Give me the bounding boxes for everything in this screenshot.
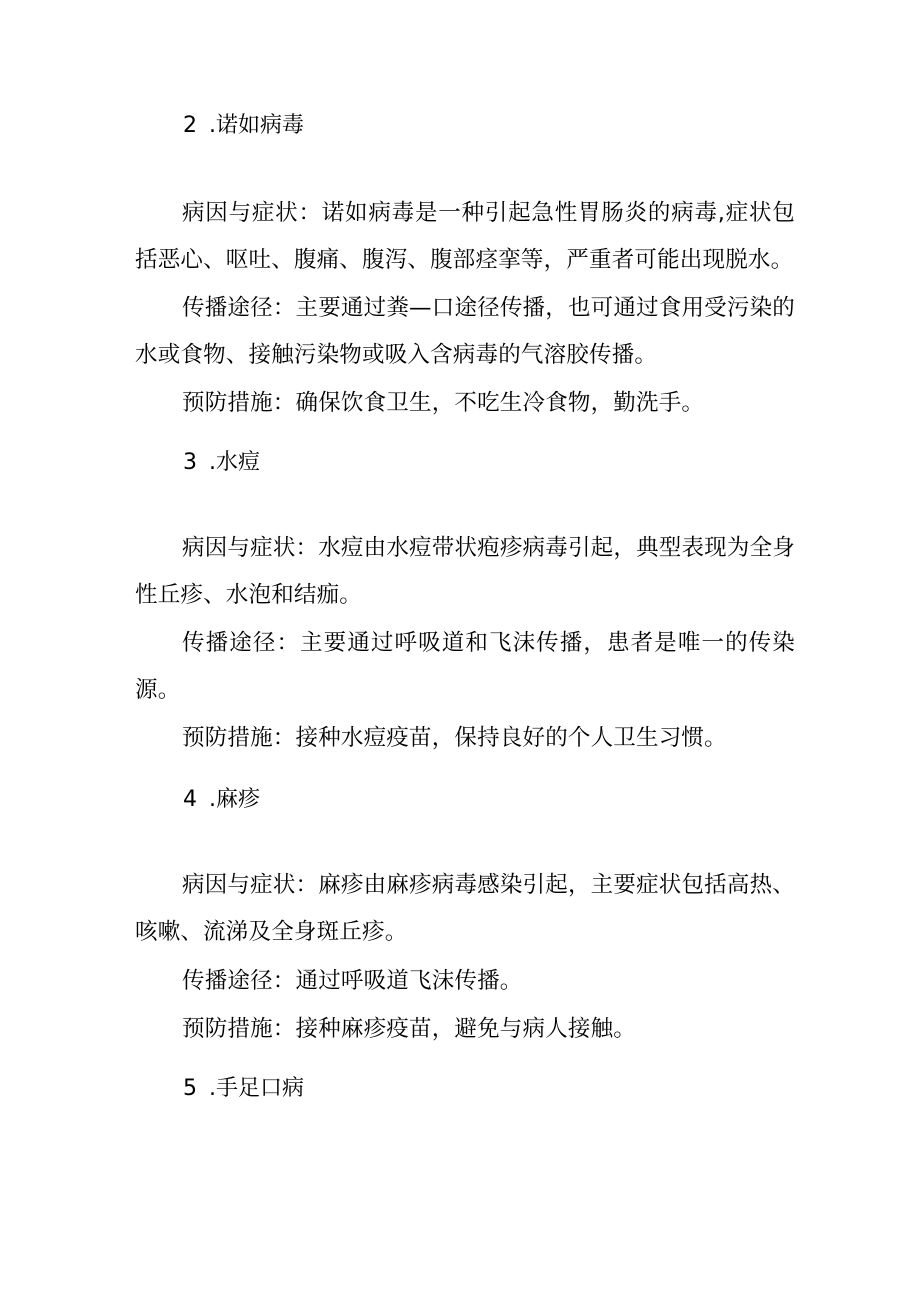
section-number: 5 [183, 1076, 197, 1101]
section-title: .诺如病毒 [209, 113, 304, 138]
paragraph-prevention: 预防措施：接种麻疹疫苗，避免与病人接触。 [182, 1016, 637, 1042]
paragraph-cause-symptoms: 病因与症状：水痘由水痘带状疱疹病毒引起，典型表现为全身性丘疹、水泡和结痂。 [135, 535, 795, 608]
paragraph-transmission: 传播途径：主要通过粪—口途径传播，也可通过食用受污染的水或食物、接触污染物或吸入含病毒的气溶胶传播。 [135, 295, 795, 368]
section-number: 2 [183, 113, 197, 138]
paragraph-prevention: 预防措施：接种水痘疫苗，保持良好的个人卫生习惯。 [182, 725, 727, 751]
section-heading-norovirus [183, 111, 304, 141]
paragraph-cause-symptoms: 病因与症状：诺如病毒是一种引起急性胃肠炎的病毒,症状包括恶心、呕吐、腹痛、腹泻、腹部痉挛等，严重者可能出现脱水。 [135, 200, 795, 273]
paragraph-prevention: 预防措施：确保饮食卫生，不吃生冷食物，勤洗手。 [182, 390, 705, 416]
section-heading-hand-foot-mouth [183, 1074, 304, 1104]
paragraph-transmission: 传播途径：主要通过呼吸道和飞沫传播，患者是唯一的传染源。 [135, 630, 795, 703]
section-title: .麻疹 [209, 787, 260, 812]
section-title: .手足口病 [209, 1076, 304, 1101]
section-title: .水痘 [209, 450, 260, 475]
paragraph-cause-symptoms: 病因与症状：麻疹由麻疹病毒感染引起，主要症状包括高热、咳嗽、流涕及全身斑丘疹。 [135, 872, 795, 945]
section-heading-chickenpox [183, 448, 260, 478]
section-heading-measles [183, 785, 260, 815]
section-number: 3 [183, 450, 197, 475]
paragraph-transmission: 传播途径：通过呼吸道飞沫传播。 [182, 968, 523, 994]
section-number: 4 [183, 787, 197, 812]
